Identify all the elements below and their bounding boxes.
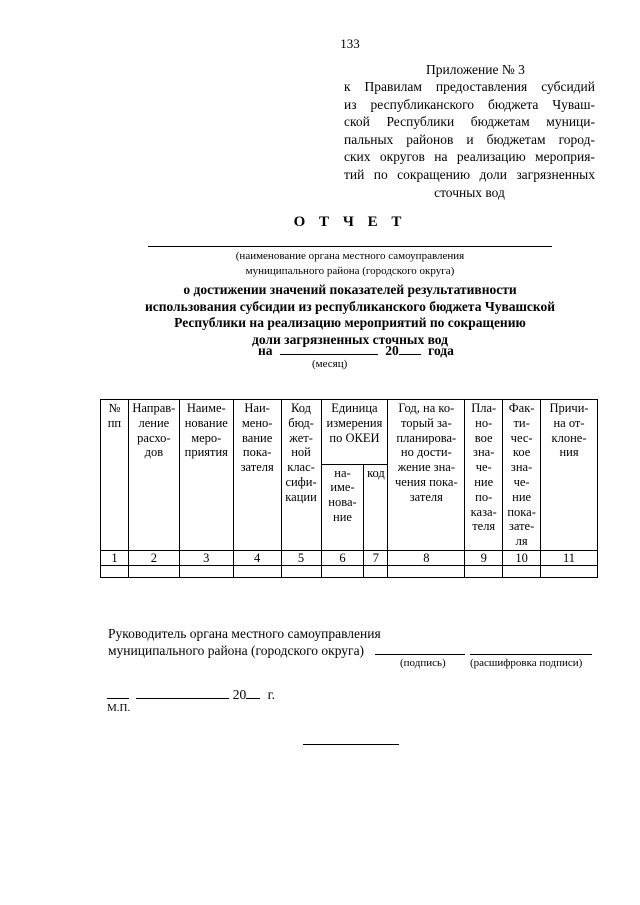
org-hint-line: (наименование органа местного самоуправления bbox=[235, 250, 465, 262]
date-year-blank bbox=[246, 686, 260, 699]
day-blank bbox=[107, 686, 129, 699]
subtitle-line: о достижении значений показателей результативности bbox=[183, 282, 517, 297]
date-month-blank bbox=[136, 686, 229, 699]
appendix-line: ской Республики бюджетам муници- bbox=[344, 114, 595, 130]
date-suffix: г. bbox=[267, 687, 276, 702]
signature-line2: муниципального района (городского округа) bbox=[108, 643, 365, 658]
report-title: О Т Ч Е Т bbox=[293, 214, 407, 230]
stamp-label: М.П. bbox=[107, 702, 131, 714]
column-number: 3 bbox=[179, 550, 233, 565]
header-budget-code: Код бюд- жет- ной клас- сифи- кации bbox=[281, 400, 321, 551]
appendix-line: тий по сокращению доли загрязненных bbox=[344, 166, 595, 182]
bottom-divider bbox=[303, 744, 399, 745]
column-number: 5 bbox=[281, 550, 321, 565]
header-planned-value: Пла- но- вое зна- че- ние по- каза- теля bbox=[465, 400, 503, 551]
date-year-prefix: 20 bbox=[232, 687, 247, 702]
period-suffix: года bbox=[428, 343, 454, 358]
header-event: Наиме- нование меро- приятия bbox=[179, 400, 233, 551]
date-row bbox=[107, 686, 275, 703]
header-num: № пп bbox=[101, 400, 129, 551]
header-direction: Направ- ление расхо- дов bbox=[128, 400, 179, 551]
report-subtitle bbox=[90, 282, 610, 348]
header-deviation: Причи- на от- клоне- ния bbox=[541, 400, 598, 551]
appendix-line: из республиканского бюджета Чуваш- bbox=[344, 96, 595, 112]
signature-line1: Руководитель органа местного самоуправления bbox=[108, 626, 381, 641]
appendix-title: Приложение № 3 bbox=[426, 62, 525, 77]
decode-hint: (расшифровка подписи) bbox=[470, 657, 583, 669]
period-prefix: на bbox=[258, 343, 273, 358]
column-number: 1 bbox=[101, 550, 129, 565]
column-number: 4 bbox=[233, 550, 281, 565]
period-year-prefix: 20 bbox=[385, 343, 399, 358]
month-blank bbox=[280, 342, 378, 355]
empty-row bbox=[101, 565, 598, 577]
month-hint: (месяц) bbox=[312, 358, 348, 370]
year-blank bbox=[399, 342, 421, 355]
appendix-line: пальных районов и бюджетам город- bbox=[344, 131, 595, 147]
signature-hint: (подпись) bbox=[400, 657, 446, 669]
column-number: 2 bbox=[128, 550, 179, 565]
period-row bbox=[258, 342, 454, 359]
header-unit-code: код bbox=[364, 464, 388, 550]
appendix-line: сточных вод bbox=[434, 184, 505, 200]
report-table bbox=[100, 399, 598, 578]
column-number: 6 bbox=[321, 550, 364, 565]
page-number: 133 bbox=[340, 36, 360, 51]
header-unit-name: на- име- нова- ние bbox=[321, 464, 364, 550]
header-actual-value: Фак- ти- чес- кое зна- че- ние пока- зате- ля bbox=[503, 400, 541, 551]
appendix-body bbox=[344, 78, 595, 201]
org-name-line bbox=[148, 246, 552, 247]
signature-blank bbox=[375, 654, 465, 655]
appendix-line: ских округов на реализацию мероприя- bbox=[344, 149, 595, 165]
org-name-hint bbox=[148, 249, 552, 279]
column-number: 8 bbox=[388, 550, 465, 565]
column-number: 9 bbox=[465, 550, 503, 565]
column-number: 7 bbox=[364, 550, 388, 565]
decode-blank bbox=[470, 654, 592, 655]
subtitle-line: использования субсидии из республиканского бюджета Чувашской bbox=[144, 298, 556, 314]
signature-block bbox=[108, 625, 381, 659]
column-number: 10 bbox=[503, 550, 541, 565]
org-hint-line: муниципального района (городского округа) bbox=[245, 265, 455, 277]
subtitle-line: доли загрязненных сточных вод bbox=[252, 331, 448, 347]
header-year-planned: Год, на ко- торый за- планирова- но дости- жение зна- чения пока- зателя bbox=[388, 400, 465, 551]
header-indicator: Наи- мено- вание пока- зателя bbox=[233, 400, 281, 551]
column-number: 11 bbox=[541, 550, 598, 565]
subtitle-line: Республики на реализацию мероприятий по сокращению bbox=[174, 315, 526, 330]
appendix-line: к Правилам предоставления субсидий bbox=[344, 79, 595, 94]
header-unit-group: Единица измерения по ОКЕИ bbox=[321, 400, 388, 465]
